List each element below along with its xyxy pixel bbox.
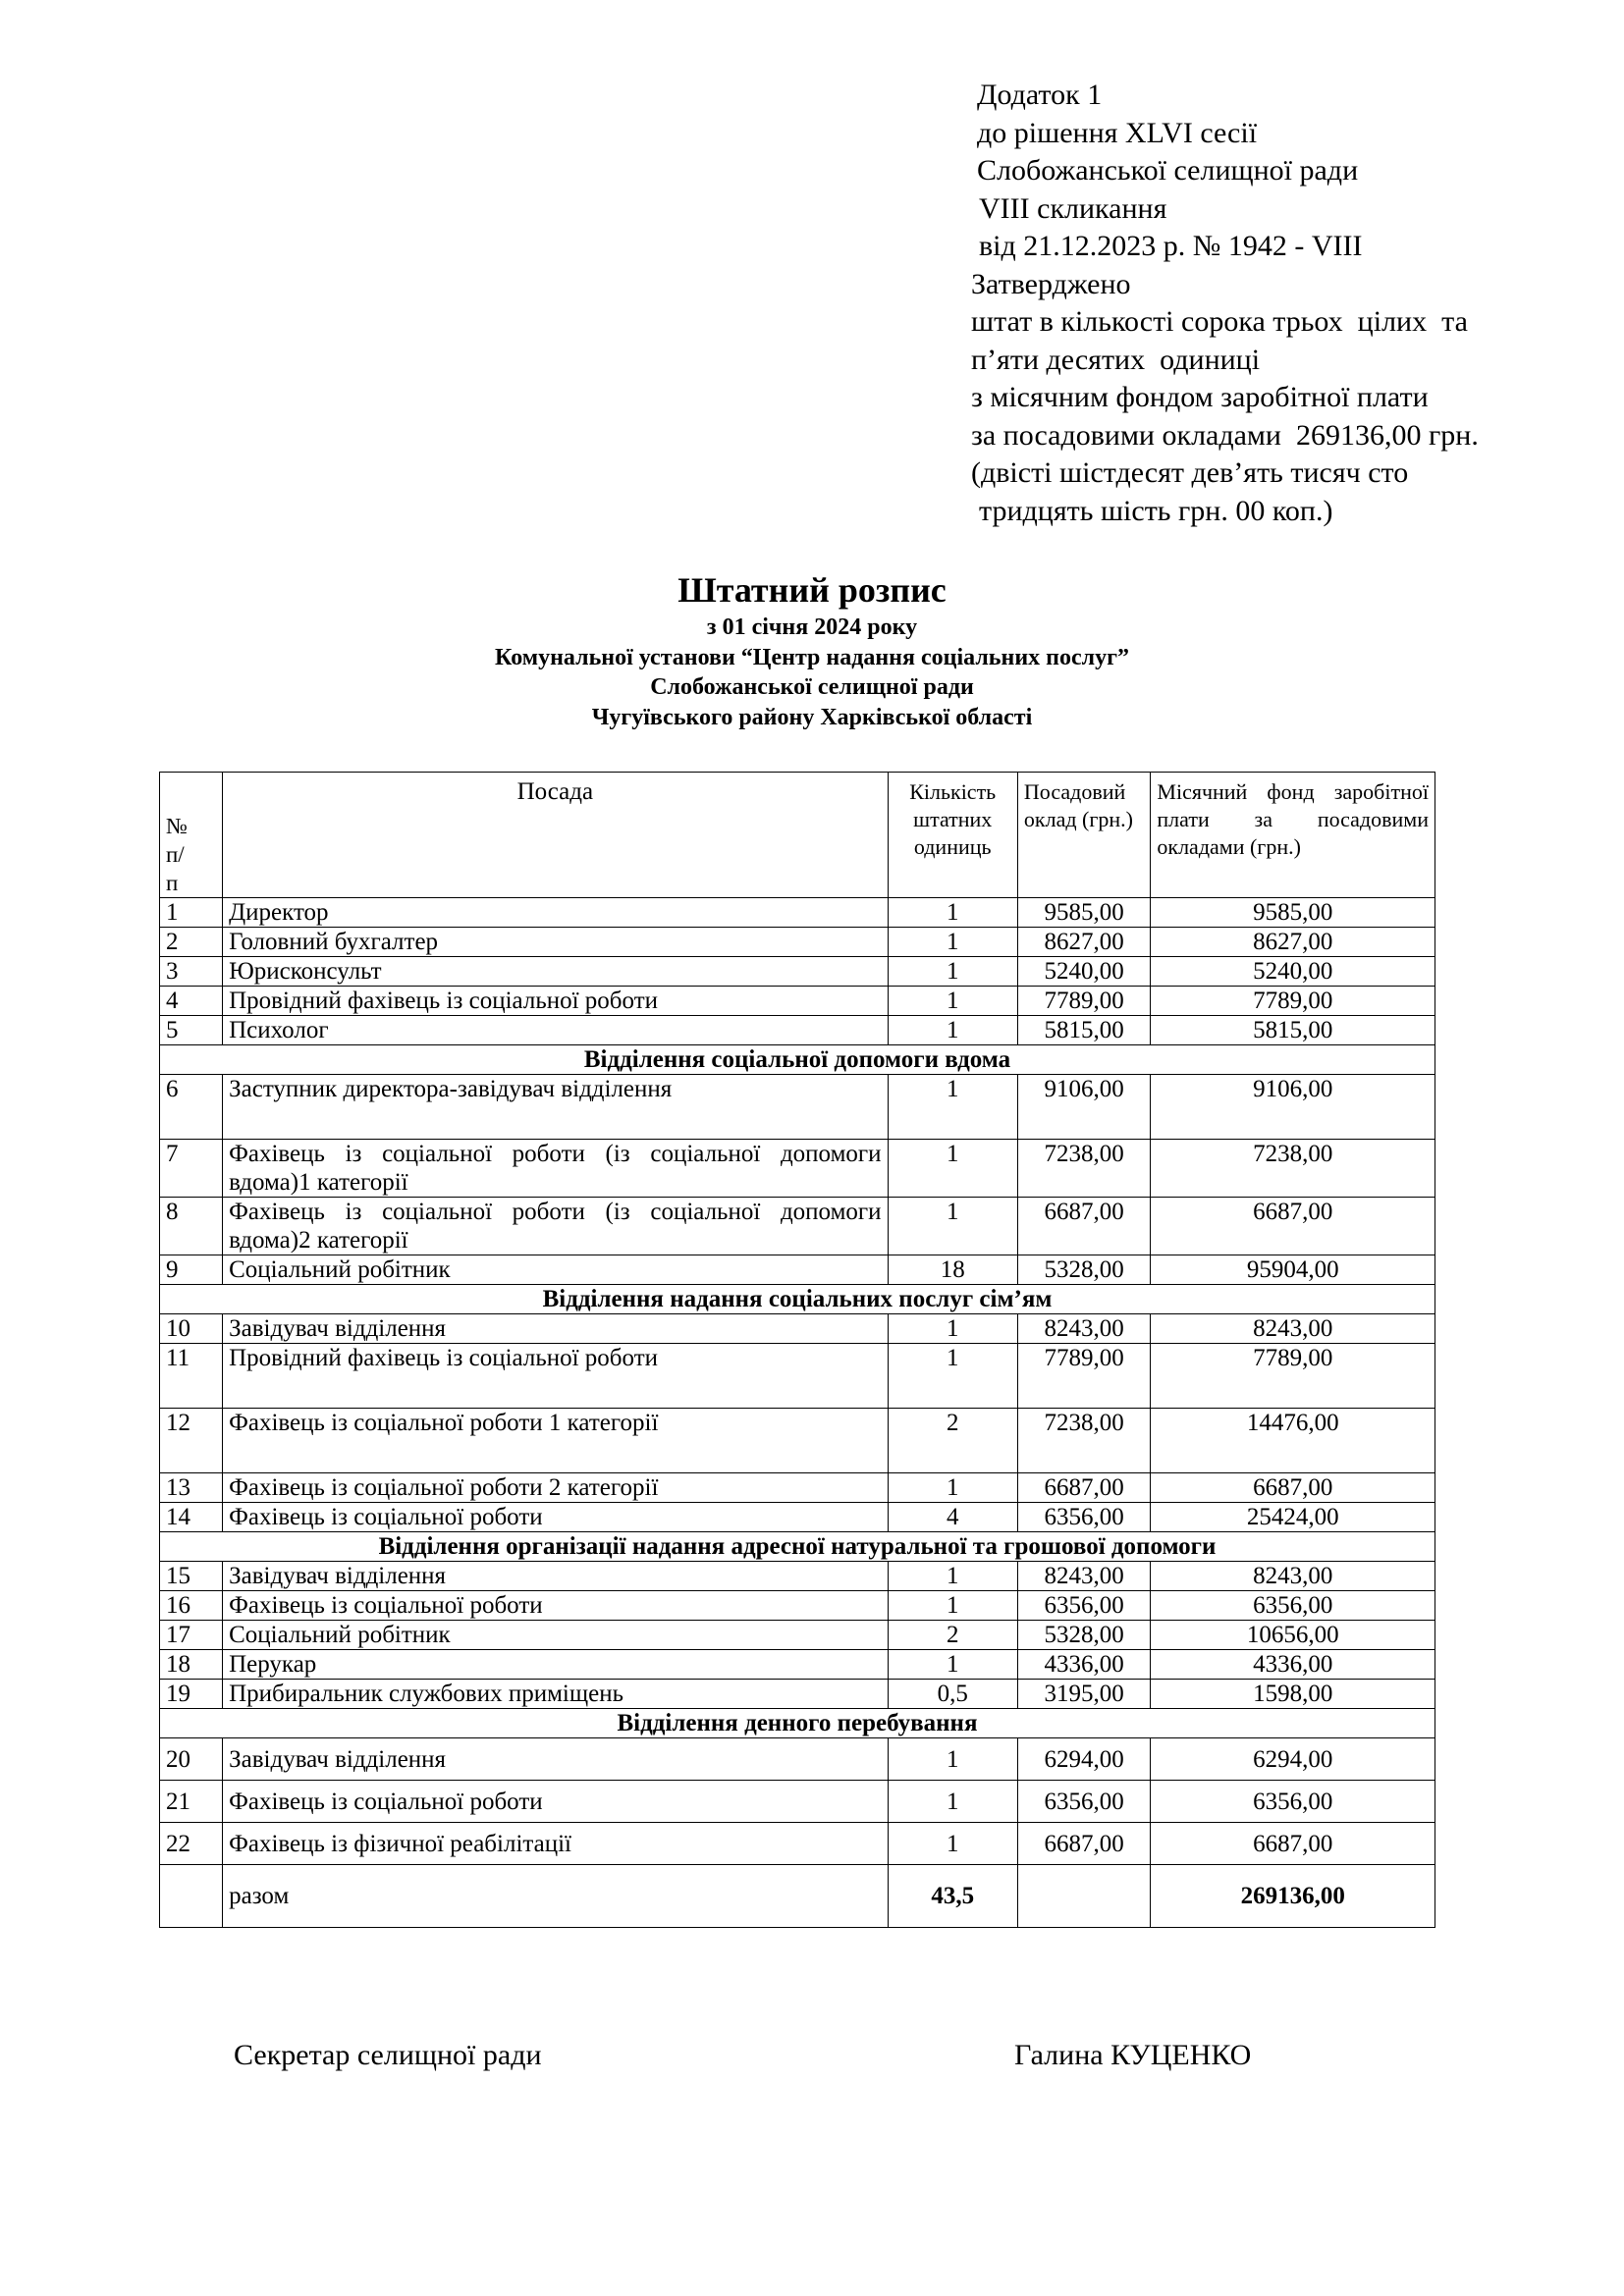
cell-count: 1 — [888, 1823, 1017, 1865]
header-count: Кількість штатних одиниць — [888, 773, 1017, 898]
table-row — [160, 1591, 1435, 1621]
table-row — [160, 898, 1435, 928]
cell-no: 7 — [160, 1140, 223, 1198]
cell-salary: 6356,00 — [1017, 1503, 1150, 1532]
document-subtitle: Комунальної установи “Центр надання соціальних послуг” — [494, 644, 1129, 670]
table-row — [160, 1314, 1435, 1344]
cell-count: 2 — [888, 1409, 1017, 1473]
cell-no: 9 — [160, 1255, 223, 1285]
cell-count: 1 — [888, 987, 1017, 1016]
cell-no: 5 — [160, 1016, 223, 1045]
header-no-label: № п/п — [166, 814, 188, 895]
cell-salary: 6687,00 — [1017, 1823, 1150, 1865]
cell-no: 2 — [160, 928, 223, 957]
total-fund: 269136,00 — [1151, 1865, 1435, 1928]
cell-no: 8 — [160, 1198, 223, 1255]
table-row — [160, 1344, 1435, 1409]
table-row — [160, 1140, 1435, 1198]
cell-salary: 5328,00 — [1017, 1255, 1150, 1285]
annex-line: Затверджено — [971, 267, 1131, 300]
cell-position: Перукар — [223, 1650, 888, 1680]
cell-no: 19 — [160, 1680, 223, 1709]
total-salary — [1017, 1865, 1150, 1928]
cell-salary: 3195,00 — [1017, 1680, 1150, 1709]
cell-count: 1 — [888, 1016, 1017, 1045]
cell-salary: 8243,00 — [1017, 1562, 1150, 1591]
document-subtitle: Чугуївського району Харківської області — [591, 704, 1033, 730]
cell-position: Завідувач відділення — [223, 1314, 888, 1344]
cell-salary: 6294,00 — [1017, 1738, 1150, 1781]
cell-no: 14 — [160, 1503, 223, 1532]
cell-salary: 9585,00 — [1017, 898, 1150, 928]
cell-count: 1 — [888, 1314, 1017, 1344]
cell-position: Фахівець із соціальної роботи — [223, 1781, 888, 1823]
cell-fund: 6687,00 — [1151, 1473, 1435, 1503]
cell-fund: 7238,00 — [1151, 1140, 1435, 1198]
header-no — [160, 773, 223, 898]
signature-name: Галина КУЦЕНКО — [1014, 2039, 1252, 2071]
document-subtitle: Слобожанської селищної ради — [650, 674, 974, 700]
cell-fund: 6356,00 — [1151, 1781, 1435, 1823]
cell-no: 16 — [160, 1591, 223, 1621]
table-row — [160, 987, 1435, 1016]
cell-count: 0,5 — [888, 1680, 1017, 1709]
cell-position: Директор — [223, 898, 888, 928]
cell-position: Фахівець із фізичної реабілітації — [223, 1823, 888, 1865]
cell-no: 17 — [160, 1621, 223, 1650]
header-fund: Місячний фонд заробітної плати за посадовими окладами (грн.) — [1151, 773, 1435, 898]
cell-fund: 8243,00 — [1151, 1562, 1435, 1591]
total-row — [160, 1865, 1435, 1928]
cell-position: Провідний фахівець із соціальної роботи — [223, 1344, 888, 1409]
total-label: разом — [223, 1865, 888, 1928]
cell-no: 18 — [160, 1650, 223, 1680]
table-row — [160, 1075, 1435, 1140]
total-count: 43,5 — [888, 1865, 1017, 1928]
cell-fund: 25424,00 — [1151, 1503, 1435, 1532]
cell-salary: 5328,00 — [1017, 1621, 1150, 1650]
staff-table — [159, 772, 1435, 1928]
table-row — [160, 1650, 1435, 1680]
table-row — [160, 1680, 1435, 1709]
cell-count: 1 — [888, 1198, 1017, 1255]
cell-count: 1 — [888, 957, 1017, 987]
cell-position: Психолог — [223, 1016, 888, 1045]
cell-fund: 6356,00 — [1151, 1591, 1435, 1621]
section-label: Відділення денного перебування — [160, 1709, 1435, 1738]
cell-fund: 10656,00 — [1151, 1621, 1435, 1650]
cell-salary: 7238,00 — [1017, 1409, 1150, 1473]
cell-position: Фахівець із соціальної роботи 1 категорії — [223, 1409, 888, 1473]
cell-fund: 6687,00 — [1151, 1823, 1435, 1865]
cell-position: Фахівець із соціальної роботи — [223, 1503, 888, 1532]
cell-fund: 95904,00 — [1151, 1255, 1435, 1285]
cell-position: Завідувач відділення — [223, 1738, 888, 1781]
cell-count: 1 — [888, 1650, 1017, 1680]
cell-position: Фахівець із соціальної роботи — [223, 1591, 888, 1621]
cell-count: 1 — [888, 1140, 1017, 1198]
table-row — [160, 1016, 1435, 1045]
section-row — [160, 1709, 1435, 1738]
signature-role: Секретар селищної ради — [234, 2039, 542, 2071]
annex-line: штат в кількості сорока трьох цілих та — [971, 305, 1468, 338]
cell-count: 1 — [888, 928, 1017, 957]
header-salary: Посадовий оклад (грн.) — [1017, 773, 1150, 898]
document-title: Штатний розпис — [677, 570, 947, 610]
cell-fund: 4336,00 — [1151, 1650, 1435, 1680]
cell-position: Завідувач відділення — [223, 1562, 888, 1591]
cell-salary: 5815,00 — [1017, 1016, 1150, 1045]
table-row — [160, 1473, 1435, 1503]
cell-no: 13 — [160, 1473, 223, 1503]
cell-count: 1 — [888, 1473, 1017, 1503]
cell-salary: 7238,00 — [1017, 1140, 1150, 1198]
cell-salary: 6356,00 — [1017, 1591, 1150, 1621]
cell-position: Фахівець із соціальної роботи 2 категорії — [223, 1473, 888, 1503]
cell-count: 18 — [888, 1255, 1017, 1285]
cell-salary: 4336,00 — [1017, 1650, 1150, 1680]
cell-fund: 8627,00 — [1151, 928, 1435, 957]
cell-no: 11 — [160, 1344, 223, 1409]
table-row — [160, 1621, 1435, 1650]
cell-position: Провідний фахівець із соціальної роботи — [223, 987, 888, 1016]
table-body — [160, 898, 1435, 1928]
cell-no: 6 — [160, 1075, 223, 1140]
cell-no: 22 — [160, 1823, 223, 1865]
cell-salary: 8243,00 — [1017, 1314, 1150, 1344]
title-block — [0, 567, 1624, 732]
annex-line: VIII скликання — [979, 191, 1167, 225]
section-row — [160, 1285, 1435, 1314]
cell-fund: 5815,00 — [1151, 1016, 1435, 1045]
table-row — [160, 1738, 1435, 1781]
cell-fund: 1598,00 — [1151, 1680, 1435, 1709]
cell-count: 1 — [888, 1591, 1017, 1621]
table-row — [160, 1409, 1435, 1473]
cell-position: Юрисконсульт — [223, 957, 888, 987]
annex-line: (двісті шістдесят дев’ять тисяч сто — [971, 456, 1409, 489]
annex-line: до рішення XLVI сесії — [977, 116, 1258, 149]
table-row — [160, 957, 1435, 987]
cell-salary: 6687,00 — [1017, 1198, 1150, 1255]
cell-no: 15 — [160, 1562, 223, 1591]
cell-no: 12 — [160, 1409, 223, 1473]
section-label: Відділення надання соціальних послуг сім’ям — [160, 1285, 1435, 1314]
cell-count: 1 — [888, 1075, 1017, 1140]
cell-salary: 7789,00 — [1017, 1344, 1150, 1409]
annex-line: п’яти десятих одиниці — [971, 343, 1261, 376]
cell-no: 20 — [160, 1738, 223, 1781]
table-row — [160, 1781, 1435, 1823]
cell-salary: 9106,00 — [1017, 1075, 1150, 1140]
table-row — [160, 1562, 1435, 1591]
cell-salary: 7789,00 — [1017, 987, 1150, 1016]
table-row — [160, 1503, 1435, 1532]
annex-block — [971, 77, 1586, 530]
cell-position: Фахівець із соціальної роботи (із соціальної допомоги вдома)2 категорії — [223, 1198, 888, 1255]
cell-fund: 14476,00 — [1151, 1409, 1435, 1473]
cell-position: Прибиральник службових приміщень — [223, 1680, 888, 1709]
document-subtitle: з 01 січня 2024 року — [706, 614, 918, 640]
table-row — [160, 928, 1435, 957]
table-row — [160, 1823, 1435, 1865]
cell-no: 3 — [160, 957, 223, 987]
section-label: Відділення соціальної допомоги вдома — [160, 1045, 1435, 1075]
cell-position: Заступник директора-завідувач відділення — [223, 1075, 888, 1140]
cell-no: 21 — [160, 1781, 223, 1823]
section-row — [160, 1045, 1435, 1075]
header-position: Посада — [223, 773, 888, 898]
annex-line: тридцять шість грн. 00 коп.) — [979, 494, 1333, 527]
section-label: Відділення організації надання адресної натуральної та грошової допомоги — [160, 1532, 1435, 1562]
annex-line: Додаток 1 — [977, 79, 1103, 111]
annex-line: з місячним фондом заробітної плати — [971, 381, 1429, 413]
cell-count: 2 — [888, 1621, 1017, 1650]
cell-no: 1 — [160, 898, 223, 928]
cell-salary: 8627,00 — [1017, 928, 1150, 957]
cell-count: 1 — [888, 1738, 1017, 1781]
cell-fund: 9585,00 — [1151, 898, 1435, 928]
table-row — [160, 1198, 1435, 1255]
table-header-row — [160, 773, 1435, 898]
annex-line: від 21.12.2023 р. № 1942 - VIII — [979, 230, 1363, 262]
cell-salary: 5240,00 — [1017, 957, 1150, 987]
section-row — [160, 1532, 1435, 1562]
cell-position: Головний бухгалтер — [223, 928, 888, 957]
cell-position: Фахівець із соціальної роботи (із соціальної допомоги вдома)1 категорії — [223, 1140, 888, 1198]
annex-line: за посадовими окладами 269136,00 грн. — [971, 418, 1479, 452]
cell-count: 1 — [888, 1344, 1017, 1409]
cell-no: 4 — [160, 987, 223, 1016]
table-row — [160, 1255, 1435, 1285]
cell-count: 1 — [888, 1562, 1017, 1591]
cell-fund: 7789,00 — [1151, 987, 1435, 1016]
annex-line: Слобожанської селищної ради — [977, 154, 1359, 187]
cell-fund: 8243,00 — [1151, 1314, 1435, 1344]
cell-no: 10 — [160, 1314, 223, 1344]
cell-no — [160, 1865, 223, 1928]
cell-count: 1 — [888, 1781, 1017, 1823]
cell-count: 4 — [888, 1503, 1017, 1532]
cell-fund: 5240,00 — [1151, 957, 1435, 987]
cell-fund: 7789,00 — [1151, 1344, 1435, 1409]
cell-salary: 6687,00 — [1017, 1473, 1150, 1503]
cell-count: 1 — [888, 898, 1017, 928]
cell-position: Соціальний робітник — [223, 1255, 888, 1285]
cell-salary: 6356,00 — [1017, 1781, 1150, 1823]
cell-fund: 9106,00 — [1151, 1075, 1435, 1140]
cell-position: Соціальний робітник — [223, 1621, 888, 1650]
cell-fund: 6687,00 — [1151, 1198, 1435, 1255]
cell-fund: 6294,00 — [1151, 1738, 1435, 1781]
